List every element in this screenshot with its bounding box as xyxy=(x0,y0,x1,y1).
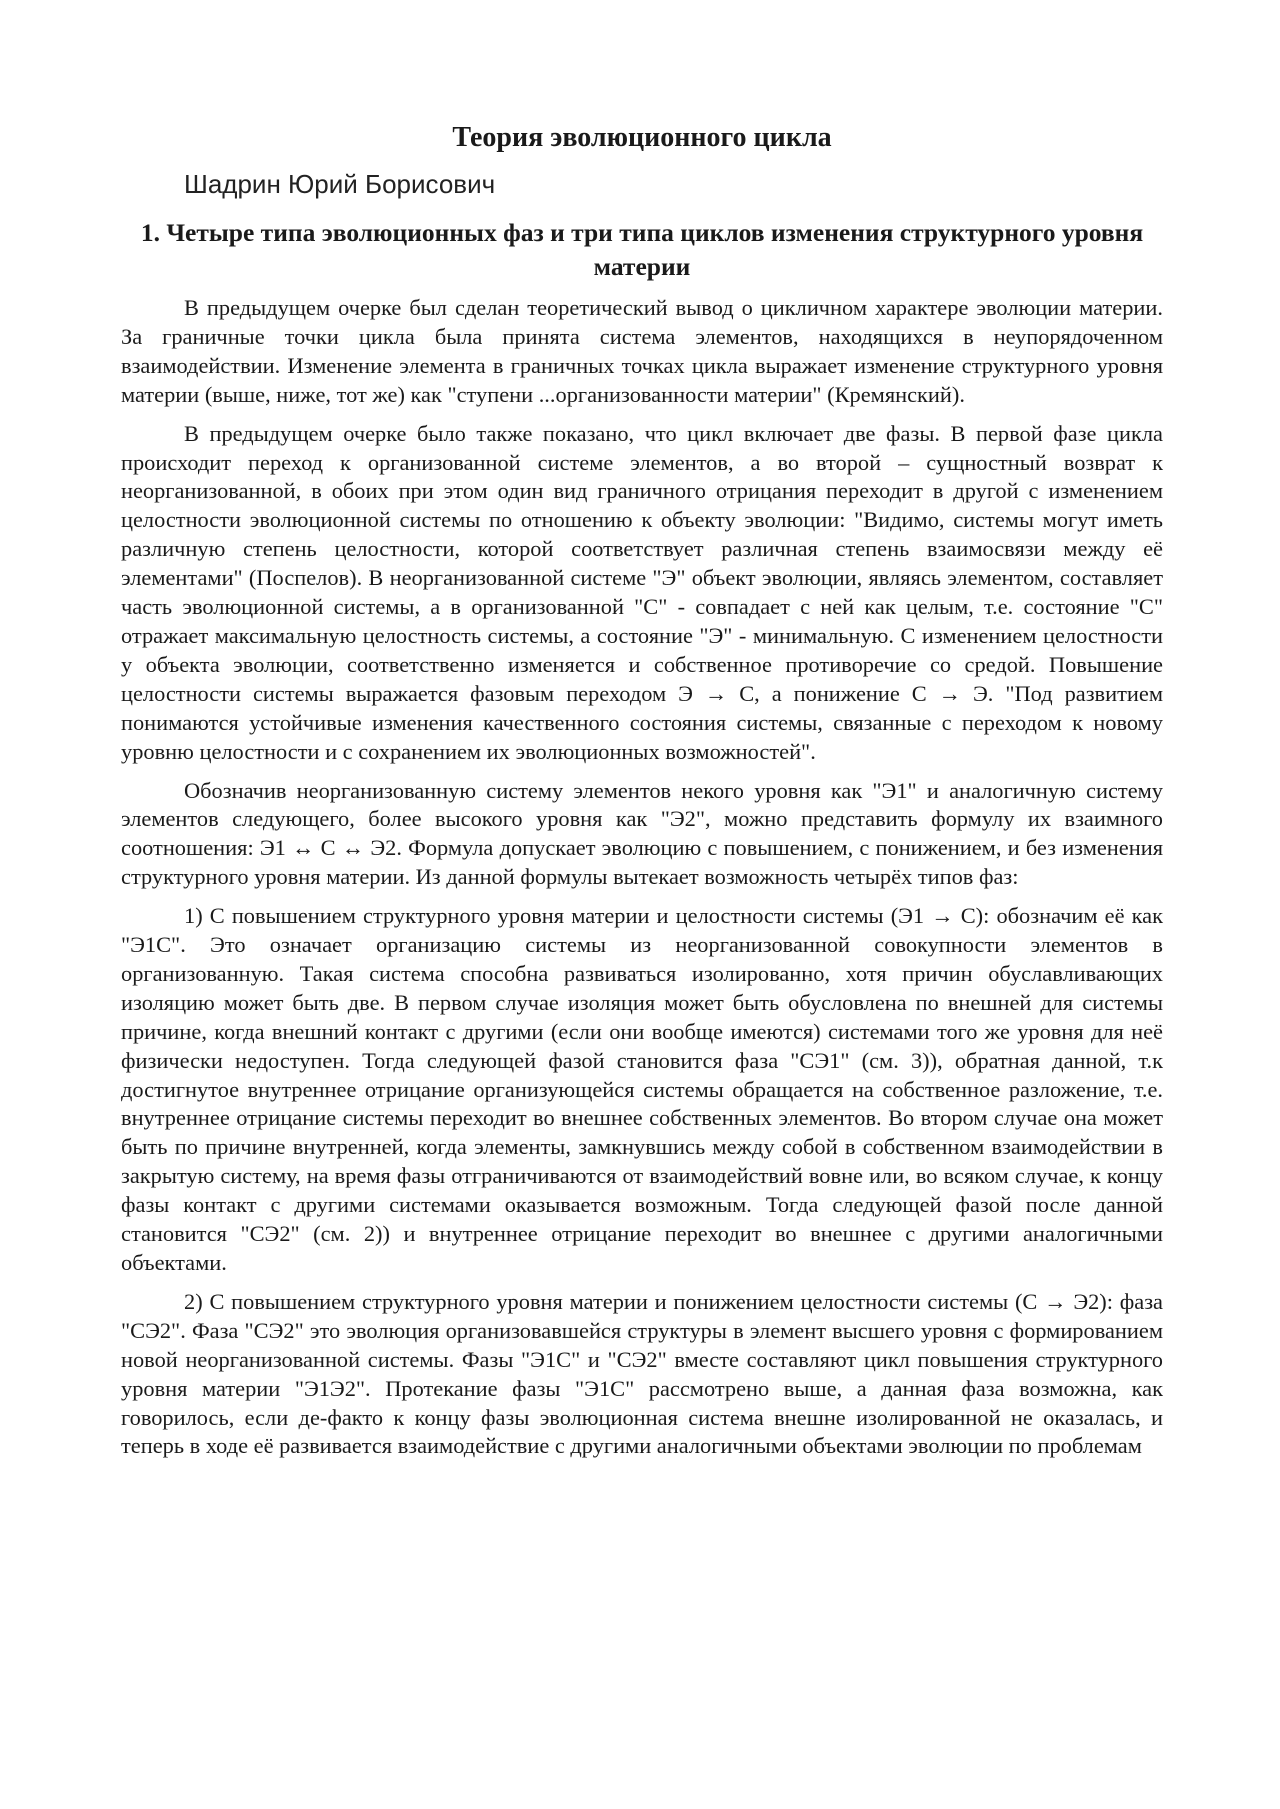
document-page xyxy=(121,118,1163,1461)
paragraph: В предыдущем очерке было также показано, что цикл включает две фазы. В первой фазе цикла происходит переход к организованной системе элементов, а во второй – сущностный возврат к неорганизованной, в обоих при этом один вид граничного отрицания переходит в другой с изменением целостности эволюционной системы по отношению к объекту эволюции: "Видимо, системы могут иметь различную степень целостности, которой соответствует различная степень взаимосвязи между её элементами" (Поспелов). В неорганизованной системе "Э" объект эволюции, являясь элементом, составляет часть эволюционной системы, а в организованной "С" - совпадает с ней как целым, т.е. состояние "С" отражает максимальную целостность системы, а состояние "Э" - минимальную. С изменением целостности у объекта эволюции, соответственно изменяется и собственное противоречие со средой. Повышение целостности системы выражается фазовым переходом Э → С, а понижение С → Э. "Под развитием понимаются устойчивые изменения качественного состояния системы, связанные с переходом к новому уровню целостности и с сохранением их эволюционных возможностей". xyxy=(121,420,1163,764)
paragraph: 2) С повышением структурного уровня материи и понижением целостности системы (С → Э2): фаза "СЭ2". Фаза "СЭ2" это эволюция организовавшейся структуры в элемент высшего уровня с формированием новой неорганизованной системы. Фазы "Э1С" и "СЭ2" вместе составляют цикл повышения структурного уровня материи "Э1Э2". Протекание фазы "Э1С" рассмотрено выше, а данная фаза возможна, как говорилось, если де-факто к концу фазы эволюционная система внешне изолированной не оказалась, и теперь в ходе её развивается взаимодействие с другими аналогичными объектами эволюции по проблемам xyxy=(121,1288,1163,1459)
paragraph: 1) С повышением структурного уровня материи и целостности системы (Э1 → С): обозначим её как "Э1С". Это означает организацию системы из неорганизованной совокупности элементов в организованную. Такая система способна развиваться изолированно, хотя причин обуславливающих изоляцию может быть две. В первом случае изоляция может быть обусловлена по внешней для системы причине, когда внешний контакт с другими (если они вообще имеются) системами того же уровня для неё физически недоступен. Тогда следующей фазой становится фаза "СЭ1" (см. 3)), обратная данной, т.к достигнутое внутреннее отрицание организующейся системы обращается на собственное разложение, т.е. внутреннее отрицание системы переходит во внешнее собственных элементов. Во втором случае она может быть по причине внутренней, когда элементы, замкнувшись между собой в собственном взаимодействии в закрытую систему, на время фазы отграничиваются от взаимодействий вовне или, во всяком случае, к концу фазы контакт с другими системами оказывается возможным. Тогда следующей фазой после данной становится "СЭ2" (см. 2)) и внутреннее отрицание переходит во внешнее с другими аналогичными объектами. xyxy=(121,903,1163,1275)
section-heading: 1. Четыре типа эволюционных фаз и три типа циклов изменения структурного уровня материи xyxy=(140,218,1144,281)
paragraph: Обозначив неорганизованную систему элементов некого уровня как "Э1" и аналогичную систему элементов следующего, более высокого уровня как "Э2", можно представить формулу их взаимного соотношения: Э1 ↔ С ↔ Э2. Формула допускает эволюцию с повышением, с понижением, и без изменения структурного уровня материи. Из данной формулы вытекает возможность четырёх типов фаз: xyxy=(121,777,1163,890)
paragraph: В предыдущем очерке был сделан теоретический вывод о цикличном характере эволюции материи. За граничные точки цикла была принята система элементов, находящихся в неупорядоченном взаимодействии. Изменение элемента в граничных точках цикла выражает изменение структурного уровня материи (выше, ниже, тот же) как "ступени ...организованности материи" (Кремянский). xyxy=(121,295,1163,407)
author-name: Шадрин Юрий Борисович xyxy=(184,169,496,199)
document-title: Теория эволюционного цикла xyxy=(452,122,832,153)
